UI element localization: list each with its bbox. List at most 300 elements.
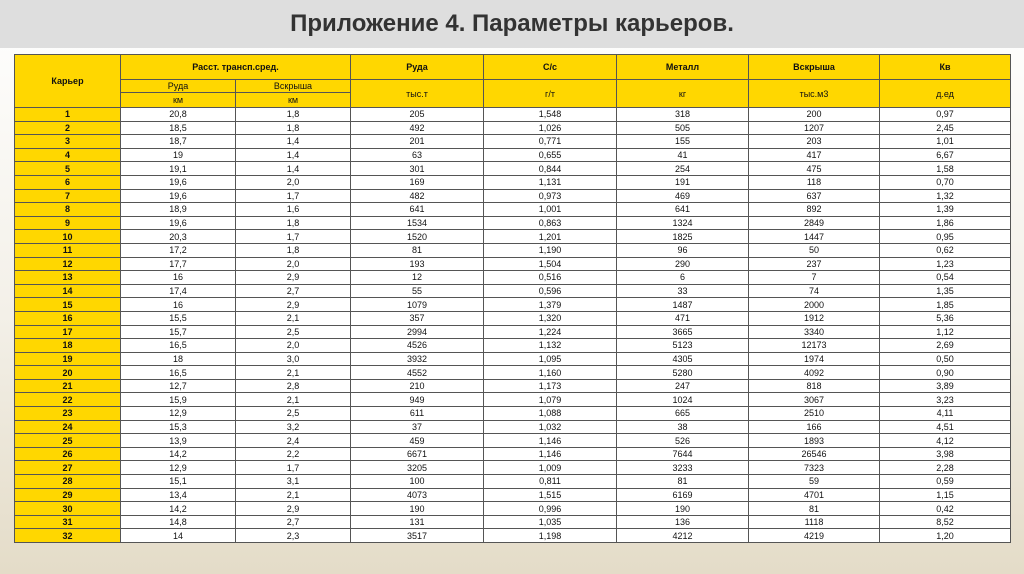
cell-overburden: 4701 xyxy=(749,488,880,502)
cell-quarry-number: 1 xyxy=(15,108,121,122)
table-row xyxy=(15,203,1011,217)
cell-ore: 210 xyxy=(351,379,484,393)
cell-metal: 190 xyxy=(617,502,749,516)
cell-distance-ore: 16,5 xyxy=(121,339,236,353)
cell-quarry-number: 25 xyxy=(15,434,121,448)
cell-metal: 6169 xyxy=(617,488,749,502)
table-row xyxy=(15,230,1011,244)
cell-kv: 1,01 xyxy=(880,135,1011,149)
cell-distance-overburden: 2,1 xyxy=(236,488,351,502)
cell-quarry-number: 26 xyxy=(15,447,121,461)
unit-kv: д.ед xyxy=(880,80,1011,108)
cell-overburden: 203 xyxy=(749,135,880,149)
cell-distance-overburden: 2,9 xyxy=(236,298,351,312)
cell-kv: 1,85 xyxy=(880,298,1011,312)
cell-distance-ore: 15,9 xyxy=(121,393,236,407)
cell-metal: 7644 xyxy=(617,447,749,461)
cell-quarry-number: 13 xyxy=(15,271,121,285)
cell-distance-ore: 15,5 xyxy=(121,311,236,325)
cell-distance-ore: 18 xyxy=(121,352,236,366)
cell-quarry-number: 27 xyxy=(15,461,121,475)
cell-distance-overburden: 1,7 xyxy=(236,461,351,475)
cell-cost: 1,132 xyxy=(484,339,617,353)
cell-quarry-number: 10 xyxy=(15,230,121,244)
cell-distance-overburden: 1,4 xyxy=(236,148,351,162)
cell-ore: 190 xyxy=(351,502,484,516)
cell-overburden: 237 xyxy=(749,257,880,271)
cell-kv: 2,45 xyxy=(880,121,1011,135)
cell-distance-overburden: 1,8 xyxy=(236,108,351,122)
cell-metal: 136 xyxy=(617,515,749,529)
cell-quarry-number: 4 xyxy=(15,148,121,162)
cell-distance-ore: 15,1 xyxy=(121,475,236,489)
cell-cost: 1,548 xyxy=(484,108,617,122)
table-row xyxy=(15,488,1011,502)
cell-distance-overburden: 1,8 xyxy=(236,121,351,135)
cell-metal: 290 xyxy=(617,257,749,271)
cell-distance-ore: 16 xyxy=(121,298,236,312)
cell-cost: 1,379 xyxy=(484,298,617,312)
cell-ore: 492 xyxy=(351,121,484,135)
cell-kv: 0,62 xyxy=(880,243,1011,257)
cell-distance-overburden: 2,0 xyxy=(236,339,351,353)
cell-quarry-number: 11 xyxy=(15,243,121,257)
cell-metal: 469 xyxy=(617,189,749,203)
cell-distance-ore: 14,2 xyxy=(121,447,236,461)
cell-quarry-number: 32 xyxy=(15,529,121,543)
cell-kv: 1,35 xyxy=(880,284,1011,298)
cell-cost: 0,596 xyxy=(484,284,617,298)
cell-quarry-number: 6 xyxy=(15,175,121,189)
cell-cost: 1,009 xyxy=(484,461,617,475)
cell-kv: 1,58 xyxy=(880,162,1011,176)
cell-cost: 1,131 xyxy=(484,175,617,189)
table-row xyxy=(15,420,1011,434)
cell-overburden: 417 xyxy=(749,148,880,162)
cell-overburden: 1974 xyxy=(749,352,880,366)
cell-metal: 6 xyxy=(617,271,749,285)
cell-kv: 1,32 xyxy=(880,189,1011,203)
cell-kv: 5,36 xyxy=(880,311,1011,325)
cell-distance-ore: 12,7 xyxy=(121,379,236,393)
cell-quarry-number: 15 xyxy=(15,298,121,312)
cell-quarry-number: 30 xyxy=(15,502,121,516)
cell-distance-ore: 14,2 xyxy=(121,502,236,516)
cell-metal: 1825 xyxy=(617,230,749,244)
unit-ore: тыс.т xyxy=(351,80,484,108)
cell-distance-overburden: 2,9 xyxy=(236,502,351,516)
unit-km-overburden: км xyxy=(236,93,351,108)
cell-ore: 63 xyxy=(351,148,484,162)
cell-overburden: 200 xyxy=(749,108,880,122)
cell-overburden: 12173 xyxy=(749,339,880,353)
cell-metal: 81 xyxy=(617,475,749,489)
cell-cost: 0,771 xyxy=(484,135,617,149)
cell-cost: 1,504 xyxy=(484,257,617,271)
cell-metal: 5280 xyxy=(617,366,749,380)
cell-overburden: 1912 xyxy=(749,311,880,325)
table-row xyxy=(15,366,1011,380)
cell-kv: 4,51 xyxy=(880,420,1011,434)
cell-kv: 1,23 xyxy=(880,257,1011,271)
cell-distance-ore: 12,9 xyxy=(121,461,236,475)
cell-quarry-number: 8 xyxy=(15,203,121,217)
cell-kv: 1,86 xyxy=(880,216,1011,230)
cell-ore: 3205 xyxy=(351,461,484,475)
cell-distance-ore: 15,3 xyxy=(121,420,236,434)
cell-quarry-number: 22 xyxy=(15,393,121,407)
cell-kv: 3,89 xyxy=(880,379,1011,393)
cell-overburden: 1447 xyxy=(749,230,880,244)
table-row xyxy=(15,434,1011,448)
cell-cost: 1,079 xyxy=(484,393,617,407)
table-row xyxy=(15,148,1011,162)
header-metal: Металл xyxy=(617,55,749,80)
cell-metal: 1024 xyxy=(617,393,749,407)
cell-overburden: 74 xyxy=(749,284,880,298)
cell-kv: 3,23 xyxy=(880,393,1011,407)
cell-distance-overburden: 2,3 xyxy=(236,529,351,543)
cell-distance-overburden: 2,0 xyxy=(236,175,351,189)
cell-ore: 1520 xyxy=(351,230,484,244)
table-row xyxy=(15,515,1011,529)
cell-overburden: 475 xyxy=(749,162,880,176)
cell-distance-overburden: 3,1 xyxy=(236,475,351,489)
header-cost: С/с xyxy=(484,55,617,80)
cell-cost: 0,863 xyxy=(484,216,617,230)
cell-ore: 482 xyxy=(351,189,484,203)
cell-ore: 3932 xyxy=(351,352,484,366)
cell-distance-overburden: 1,7 xyxy=(236,189,351,203)
table-row xyxy=(15,502,1011,516)
cell-distance-overburden: 2,5 xyxy=(236,325,351,339)
cell-distance-overburden: 2,4 xyxy=(236,434,351,448)
cell-distance-overburden: 2,7 xyxy=(236,284,351,298)
cell-kv: 0,90 xyxy=(880,366,1011,380)
cell-metal: 526 xyxy=(617,434,749,448)
cell-overburden: 1118 xyxy=(749,515,880,529)
cell-cost: 1,095 xyxy=(484,352,617,366)
table-row xyxy=(15,257,1011,271)
cell-cost: 1,190 xyxy=(484,243,617,257)
cell-quarry-number: 24 xyxy=(15,420,121,434)
cell-quarry-number: 5 xyxy=(15,162,121,176)
table-row xyxy=(15,175,1011,189)
cell-distance-ore: 18,7 xyxy=(121,135,236,149)
table-row xyxy=(15,271,1011,285)
cell-cost: 1,088 xyxy=(484,407,617,421)
unit-metal: кг xyxy=(617,80,749,108)
quarry-parameters-table xyxy=(14,54,1011,543)
cell-distance-ore: 15,7 xyxy=(121,325,236,339)
cell-cost: 0,973 xyxy=(484,189,617,203)
cell-quarry-number: 23 xyxy=(15,407,121,421)
table-row xyxy=(15,298,1011,312)
cell-distance-ore: 17,7 xyxy=(121,257,236,271)
cell-overburden: 2000 xyxy=(749,298,880,312)
cell-quarry-number: 7 xyxy=(15,189,121,203)
table-row xyxy=(15,461,1011,475)
table-row xyxy=(15,475,1011,489)
cell-overburden: 7323 xyxy=(749,461,880,475)
table-row xyxy=(15,243,1011,257)
cell-metal: 665 xyxy=(617,407,749,421)
cell-quarry-number: 17 xyxy=(15,325,121,339)
table-row xyxy=(15,407,1011,421)
cell-cost: 1,515 xyxy=(484,488,617,502)
cell-metal: 38 xyxy=(617,420,749,434)
cell-quarry-number: 9 xyxy=(15,216,121,230)
table-row xyxy=(15,162,1011,176)
cell-overburden: 818 xyxy=(749,379,880,393)
cell-quarry-number: 14 xyxy=(15,284,121,298)
cell-distance-ore: 14,8 xyxy=(121,515,236,529)
cell-ore: 12 xyxy=(351,271,484,285)
cell-kv: 0,50 xyxy=(880,352,1011,366)
cell-ore: 4526 xyxy=(351,339,484,353)
cell-ore: 611 xyxy=(351,407,484,421)
cell-metal: 318 xyxy=(617,108,749,122)
cell-ore: 2994 xyxy=(351,325,484,339)
cell-cost: 1,035 xyxy=(484,515,617,529)
cell-ore: 459 xyxy=(351,434,484,448)
cell-quarry-number: 29 xyxy=(15,488,121,502)
cell-distance-ore: 13,4 xyxy=(121,488,236,502)
cell-distance-overburden: 2,7 xyxy=(236,515,351,529)
cell-cost: 1,198 xyxy=(484,529,617,543)
cell-distance-overburden: 2,1 xyxy=(236,366,351,380)
cell-distance-overburden: 1,7 xyxy=(236,230,351,244)
header-overburden: Вскрыша xyxy=(749,55,880,80)
cell-distance-overburden: 3,2 xyxy=(236,420,351,434)
cell-cost: 0,655 xyxy=(484,148,617,162)
table-row xyxy=(15,379,1011,393)
table-body xyxy=(15,108,1011,543)
cell-distance-overburden: 2,1 xyxy=(236,311,351,325)
cell-distance-overburden: 2,2 xyxy=(236,447,351,461)
cell-distance-overburden: 2,9 xyxy=(236,271,351,285)
cell-ore: 37 xyxy=(351,420,484,434)
cell-overburden: 7 xyxy=(749,271,880,285)
cell-overburden: 59 xyxy=(749,475,880,489)
cell-kv: 1,39 xyxy=(880,203,1011,217)
table-row xyxy=(15,135,1011,149)
cell-ore: 131 xyxy=(351,515,484,529)
cell-overburden: 4092 xyxy=(749,366,880,380)
cell-cost: 1,001 xyxy=(484,203,617,217)
cell-overburden: 3340 xyxy=(749,325,880,339)
header-distance: Расст. трансп.сред. xyxy=(121,55,351,80)
cell-distance-ore: 19,1 xyxy=(121,162,236,176)
cell-distance-ore: 16 xyxy=(121,271,236,285)
cell-overburden: 1207 xyxy=(749,121,880,135)
cell-cost: 0,516 xyxy=(484,271,617,285)
title-bar xyxy=(0,0,1024,48)
cell-kv: 4,12 xyxy=(880,434,1011,448)
cell-kv: 4,11 xyxy=(880,407,1011,421)
cell-quarry-number: 28 xyxy=(15,475,121,489)
table-row xyxy=(15,121,1011,135)
cell-distance-ore: 17,2 xyxy=(121,243,236,257)
cell-metal: 4305 xyxy=(617,352,749,366)
cell-distance-ore: 18,5 xyxy=(121,121,236,135)
cell-metal: 247 xyxy=(617,379,749,393)
cell-distance-overburden: 1,4 xyxy=(236,162,351,176)
cell-distance-overburden: 3,0 xyxy=(236,352,351,366)
cell-distance-overburden: 1,4 xyxy=(236,135,351,149)
cell-ore: 81 xyxy=(351,243,484,257)
cell-quarry-number: 2 xyxy=(15,121,121,135)
cell-distance-ore: 19,6 xyxy=(121,175,236,189)
cell-cost: 1,160 xyxy=(484,366,617,380)
cell-overburden: 892 xyxy=(749,203,880,217)
cell-distance-overburden: 1,8 xyxy=(236,243,351,257)
cell-cost: 1,224 xyxy=(484,325,617,339)
table-row xyxy=(15,447,1011,461)
table-row xyxy=(15,189,1011,203)
cell-ore: 4552 xyxy=(351,366,484,380)
cell-metal: 471 xyxy=(617,311,749,325)
cell-overburden: 166 xyxy=(749,420,880,434)
cell-metal: 1324 xyxy=(617,216,749,230)
cell-cost: 1,320 xyxy=(484,311,617,325)
cell-metal: 96 xyxy=(617,243,749,257)
cell-kv: 3,98 xyxy=(880,447,1011,461)
cell-kv: 8,52 xyxy=(880,515,1011,529)
cell-metal: 4212 xyxy=(617,529,749,543)
cell-cost: 0,996 xyxy=(484,502,617,516)
cell-kv: 1,20 xyxy=(880,529,1011,543)
cell-metal: 505 xyxy=(617,121,749,135)
cell-ore: 949 xyxy=(351,393,484,407)
unit-overburden: тыс.м3 xyxy=(749,80,880,108)
table-row xyxy=(15,216,1011,230)
cell-quarry-number: 12 xyxy=(15,257,121,271)
cell-overburden: 81 xyxy=(749,502,880,516)
table-row xyxy=(15,311,1011,325)
cell-distance-ore: 13,9 xyxy=(121,434,236,448)
cell-metal: 191 xyxy=(617,175,749,189)
cell-ore: 1534 xyxy=(351,216,484,230)
cell-overburden: 2849 xyxy=(749,216,880,230)
cell-kv: 2,28 xyxy=(880,461,1011,475)
cell-distance-ore: 20,8 xyxy=(121,108,236,122)
cell-metal: 3665 xyxy=(617,325,749,339)
cell-metal: 641 xyxy=(617,203,749,217)
cell-kv: 1,15 xyxy=(880,488,1011,502)
cell-kv: 2,69 xyxy=(880,339,1011,353)
cell-distance-overburden: 1,6 xyxy=(236,203,351,217)
cell-ore: 55 xyxy=(351,284,484,298)
cell-cost: 1,201 xyxy=(484,230,617,244)
cell-distance-ore: 16,5 xyxy=(121,366,236,380)
cell-overburden: 4219 xyxy=(749,529,880,543)
cell-kv: 1,12 xyxy=(880,325,1011,339)
cell-ore: 1079 xyxy=(351,298,484,312)
cell-distance-ore: 18,9 xyxy=(121,203,236,217)
table-row xyxy=(15,339,1011,353)
cell-distance-ore: 14 xyxy=(121,529,236,543)
header-quarry: Карьер xyxy=(15,55,121,108)
unit-cost: г/т xyxy=(484,80,617,108)
table-row xyxy=(15,352,1011,366)
cell-overburden: 118 xyxy=(749,175,880,189)
cell-distance-ore: 20,3 xyxy=(121,230,236,244)
cell-distance-ore: 19,6 xyxy=(121,216,236,230)
table-row xyxy=(15,108,1011,122)
page-title: Приложение 4. Параметры карьеров. xyxy=(290,10,734,37)
cell-quarry-number: 31 xyxy=(15,515,121,529)
cell-overburden: 2510 xyxy=(749,407,880,421)
cell-distance-ore: 12,9 xyxy=(121,407,236,421)
cell-distance-ore: 19,6 xyxy=(121,189,236,203)
cell-cost: 1,026 xyxy=(484,121,617,135)
cell-ore: 169 xyxy=(351,175,484,189)
table-row xyxy=(15,529,1011,543)
table-header xyxy=(15,55,1011,108)
cell-distance-overburden: 2,1 xyxy=(236,393,351,407)
cell-quarry-number: 21 xyxy=(15,379,121,393)
cell-metal: 33 xyxy=(617,284,749,298)
quarry-table-container xyxy=(14,54,1010,543)
cell-ore: 193 xyxy=(351,257,484,271)
cell-kv: 0,95 xyxy=(880,230,1011,244)
cell-cost: 0,844 xyxy=(484,162,617,176)
cell-overburden: 637 xyxy=(749,189,880,203)
cell-quarry-number: 20 xyxy=(15,366,121,380)
cell-metal: 155 xyxy=(617,135,749,149)
cell-kv: 0,54 xyxy=(880,271,1011,285)
cell-ore: 357 xyxy=(351,311,484,325)
cell-quarry-number: 19 xyxy=(15,352,121,366)
cell-quarry-number: 16 xyxy=(15,311,121,325)
cell-ore: 301 xyxy=(351,162,484,176)
cell-distance-overburden: 2,0 xyxy=(236,257,351,271)
cell-overburden: 26546 xyxy=(749,447,880,461)
cell-metal: 3233 xyxy=(617,461,749,475)
cell-quarry-number: 3 xyxy=(15,135,121,149)
cell-kv: 0,42 xyxy=(880,502,1011,516)
cell-ore: 100 xyxy=(351,475,484,489)
cell-kv: 0,97 xyxy=(880,108,1011,122)
cell-overburden: 50 xyxy=(749,243,880,257)
cell-quarry-number: 18 xyxy=(15,339,121,353)
cell-distance-ore: 19 xyxy=(121,148,236,162)
cell-ore: 6671 xyxy=(351,447,484,461)
cell-metal: 254 xyxy=(617,162,749,176)
cell-kv: 6,67 xyxy=(880,148,1011,162)
cell-overburden: 1893 xyxy=(749,434,880,448)
cell-cost: 0,811 xyxy=(484,475,617,489)
subheader-overburden: Вскрыша xyxy=(236,80,351,93)
cell-distance-ore: 17,4 xyxy=(121,284,236,298)
cell-ore: 205 xyxy=(351,108,484,122)
cell-distance-overburden: 2,5 xyxy=(236,407,351,421)
header-ore: Руда xyxy=(351,55,484,80)
cell-cost: 1,146 xyxy=(484,447,617,461)
cell-overburden: 3067 xyxy=(749,393,880,407)
cell-metal: 41 xyxy=(617,148,749,162)
cell-distance-overburden: 1,8 xyxy=(236,216,351,230)
cell-ore: 4073 xyxy=(351,488,484,502)
cell-ore: 641 xyxy=(351,203,484,217)
cell-cost: 1,032 xyxy=(484,420,617,434)
unit-km-ore: км xyxy=(121,93,236,108)
cell-kv: 0,70 xyxy=(880,175,1011,189)
cell-cost: 1,146 xyxy=(484,434,617,448)
cell-ore: 201 xyxy=(351,135,484,149)
table-row xyxy=(15,284,1011,298)
